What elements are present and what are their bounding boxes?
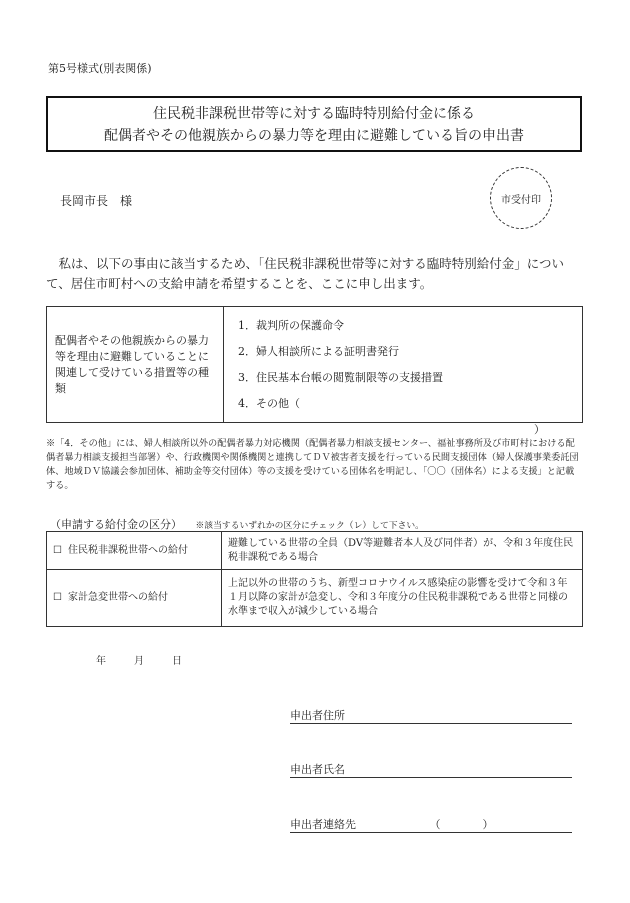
address-field[interactable]: [290, 707, 572, 724]
note-text: ※「4．その他」には、婦人相談所以外の配偶者暴力対応機関（配偶者暴力相談支援センター、福祉事務所及び市町村における配偶者暴力相談支援担当部署）や、行政機関や関係機関と連携してＤＶ被害者支援を行っている民間支援団体（婦人保護事業委託団体、地域ＤＶ協議会参加団体、補助金等交付団体）等の支援を受けている団体名を明記し、「〇〇（団体名）による支援」と記載する。: [46, 438, 579, 491]
stamp-label: 市受付印: [501, 194, 541, 206]
measure-option-4[interactable]: [238, 391, 568, 436]
contact-paren-open: （: [429, 818, 441, 831]
benefit-desc-cell: 避難している世帯の全員（DV等避難者本人及び同伴者）が、令和３年度住民税非課税である場合: [222, 532, 583, 570]
checkbox-icon[interactable]: ☐: [53, 592, 62, 603]
benefit-heading: （申請する給付金の区分）: [50, 518, 182, 531]
title-line-1: 住民税非課税世帯等に対する臨時特別給付金に係る: [153, 106, 475, 122]
contact-paren: [430, 816, 494, 832]
measure-option-3[interactable]: 3．住民基本台帳の閲覧制限等の支援措置: [238, 370, 443, 384]
measure-option-1[interactable]: 1．裁判所の保護命令: [238, 318, 344, 332]
benefit-kind-label: 住民税非課税世帯への給付: [67, 544, 188, 556]
date-fields[interactable]: [96, 652, 182, 667]
measures-table: [46, 306, 583, 436]
address-label: 申出者住所: [290, 709, 345, 722]
reception-stamp-circle: [490, 167, 552, 229]
name-field[interactable]: [290, 761, 572, 778]
measure-option-2[interactable]: 2．婦人相談所による証明書発行: [238, 344, 399, 358]
date-day: 日: [172, 656, 182, 667]
benefit-table: [46, 531, 583, 627]
table-row: [47, 570, 583, 627]
statement-paragraph: 私は、以下の事由に該当するため、「住民税非課税世帯等に対する臨時特別給付金」について、居住市町村への支給申請を希望することを、ここに申し出ます。: [46, 256, 565, 291]
benefit-kind-cell[interactable]: [47, 532, 222, 570]
benefit-desc-cell: 上記以外の世帯のうち、新型コロナウイルス感染症の影響を受けて令和３年１月以降の家計が急変し、令和３年度分の住民税非課税である世帯と同様の水準まで収入が減少している場合: [222, 570, 583, 627]
measures-options: [224, 307, 583, 436]
measures-label: 配偶者やその他親族からの暴力等を理由に避難していることに関連して受けている措置等の種類: [47, 307, 224, 423]
contact-paren-close: ）: [482, 818, 494, 831]
contact-label: 申出者連絡先: [290, 818, 356, 831]
contact-field[interactable]: [290, 816, 572, 833]
other-paren-close: ）: [534, 422, 545, 436]
checkbox-icon[interactable]: ☐: [53, 544, 62, 556]
form-number: 第5号様式(別表関係): [48, 62, 152, 75]
date-month: 月: [134, 656, 144, 667]
document-title: [46, 96, 582, 152]
title-line-2: 配偶者やその他親族からの暴力等を理由に避難している旨の申出書: [104, 128, 524, 144]
benefit-kind-label: 家計急変世帯への給付: [67, 592, 168, 603]
benefit-hint: ※該当するいずれかの区分にチェック（レ）して下さい。: [195, 521, 424, 531]
benefit-section-heading: [50, 516, 424, 532]
table-row: [47, 532, 583, 570]
addressee: 長岡市長 様: [60, 194, 133, 208]
measure-option-4-label: 4．その他（: [238, 396, 300, 410]
date-year: 年: [96, 656, 106, 667]
name-label: 申出者氏名: [290, 763, 345, 776]
benefit-kind-cell[interactable]: [47, 570, 222, 627]
